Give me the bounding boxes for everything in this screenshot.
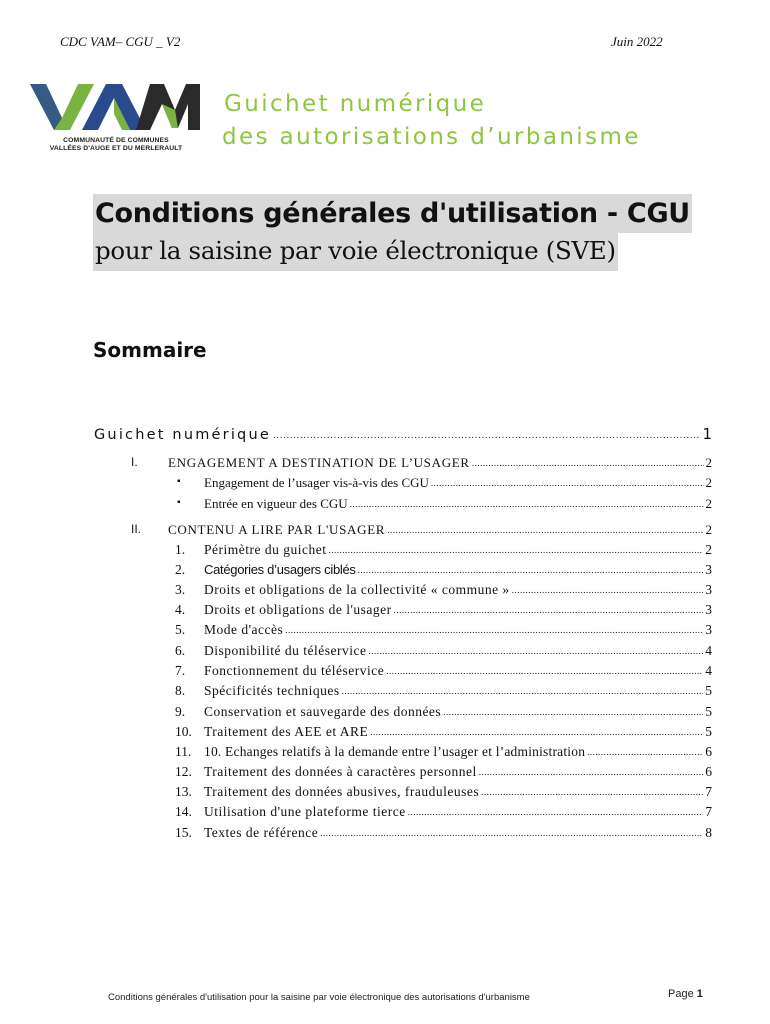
vam-logo — [30, 82, 202, 156]
toc-item-number: 13. — [175, 784, 192, 799]
toc-leader — [408, 803, 704, 819]
toc-entry-label: Entrée en vigueur des CGU — [204, 496, 348, 511]
toc-item-number: 5. — [175, 622, 186, 637]
toc-section-number: II. — [131, 522, 142, 536]
toc-item[interactable] — [175, 542, 712, 558]
toc-entry-page: 5 — [705, 724, 712, 739]
toc-entry-label: Catégories d’usagers ciblés — [204, 562, 356, 577]
page-label: Page — [668, 988, 694, 1000]
toc-top-entry[interactable] — [94, 425, 712, 443]
toc-entry-label: Engagement de l’usager vis-à-vis des CGU — [204, 475, 429, 490]
toc-item[interactable] — [175, 562, 712, 578]
toc-entry-page: 3 — [705, 602, 712, 617]
toc-entry-label: Traitement des AEE et ARE — [204, 724, 369, 739]
bullet-icon: ▪ — [177, 497, 181, 508]
toc-item-number: 6. — [175, 643, 186, 658]
toc-entry-label: Spécificités techniques — [204, 683, 340, 698]
toc-entry-page: 8 — [705, 825, 712, 840]
toc-item-number: 14. — [175, 804, 192, 819]
toc-leader — [342, 682, 704, 698]
toc-leader — [512, 581, 704, 597]
toc-leader — [328, 541, 703, 557]
header-document-ref: CDC VAM– CGU _ V2 — [60, 34, 181, 49]
toc-leader — [320, 824, 703, 840]
toc-leader — [587, 743, 703, 759]
main-title: Conditions générales d'utilisation - CGU — [93, 194, 692, 233]
toc-leader — [443, 703, 703, 719]
toc-item[interactable] — [175, 804, 712, 820]
logo-line-1: COMMUNAUTÉ DE COMMUNES — [63, 137, 169, 144]
toc-leader — [386, 662, 703, 678]
toc-entry-label: 10. Echanges relatifs à la demande entre l’usager et l’administration — [204, 744, 586, 759]
toc-entry-page: 7 — [705, 784, 712, 799]
toc-entry-page: 2 — [705, 522, 712, 537]
toc-leader — [368, 642, 703, 658]
toc-item-number: 10. — [175, 724, 192, 739]
toc-item[interactable] — [175, 825, 712, 841]
toc-leader — [472, 454, 704, 470]
toc-entry-label: Traitement des données à caractères personnel — [204, 764, 477, 779]
toc-entry-label: Mode d'accès — [204, 622, 284, 637]
toc-item[interactable] — [175, 643, 712, 659]
toc-leader — [387, 521, 703, 537]
toc-item[interactable] — [175, 764, 712, 780]
toc-leader — [370, 723, 703, 739]
toc-entry-label: ENGAGEMENT A DESTINATION DE L’USAGER — [168, 455, 470, 470]
toc-item-number: 15. — [175, 825, 192, 840]
sommaire-heading: Sommaire — [93, 338, 207, 362]
toc-leader — [394, 601, 704, 617]
toc-entry-page: 6 — [705, 744, 712, 759]
footer-text: Conditions générales d'utilisation pour la saisine par voie électronique des autorisations d'urbanisme — [108, 992, 530, 1003]
toc-item[interactable] — [177, 475, 712, 491]
toc-item[interactable] — [175, 784, 712, 800]
toc-leader — [481, 783, 703, 799]
toc-item-number: 2. — [175, 562, 186, 577]
banner-line-2: des autorisations d’urbanisme — [222, 124, 641, 150]
toc-entry-page: 2 — [705, 542, 712, 557]
toc-entry-label: Droits et obligations de l'usager — [204, 602, 392, 617]
toc-item[interactable] — [175, 663, 712, 679]
toc-section-2[interactable] — [131, 522, 712, 538]
toc-item-number: 8. — [175, 683, 186, 698]
toc-item[interactable] — [177, 496, 712, 512]
toc-item[interactable] — [175, 582, 712, 598]
toc-item-number: 7. — [175, 663, 186, 678]
toc-leader — [285, 621, 703, 637]
toc-entry-page: 1 — [702, 425, 712, 443]
toc-leader — [479, 763, 703, 779]
toc-entry-page: 6 — [705, 764, 712, 779]
toc-section-number: I. — [131, 455, 138, 469]
toc-entry-page: 3 — [705, 562, 712, 577]
toc-entry-label: Conservation et sauvegarde des données — [204, 704, 442, 719]
toc-entry-label: Utilisation d'une plateforme tierce — [204, 804, 406, 819]
toc-item-number: 1. — [175, 542, 186, 557]
toc-entry-page: 4 — [705, 663, 712, 678]
toc-item[interactable] — [175, 704, 712, 720]
toc-item[interactable] — [175, 622, 712, 638]
toc-item-number: 4. — [175, 602, 186, 617]
title-block — [93, 194, 723, 271]
vam-logo-letters-icon — [30, 82, 202, 132]
toc-entry-page: 7 — [705, 804, 712, 819]
toc-item-number: 3. — [175, 582, 186, 597]
toc-entry-label: Traitement des données abusives, frauduleuses — [204, 784, 480, 799]
toc-entry-page: 2 — [705, 455, 712, 470]
toc-item-number: 12. — [175, 764, 192, 779]
toc-item-number: 9. — [175, 704, 186, 719]
toc-entry-page: 3 — [705, 622, 712, 637]
toc-entry-label: CONTENU A LIRE PAR L'USAGER — [168, 522, 386, 537]
page-number-value: 1 — [696, 988, 703, 1000]
toc-item[interactable] — [175, 602, 712, 618]
sub-title: pour la saisine par voie électronique (SVE) — [93, 233, 618, 271]
toc-entry-label: Droits et obligations de la collectivité « commune » — [204, 582, 510, 597]
toc-entry-label: Périmètre du guichet — [204, 542, 327, 557]
toc-entry-page: 2 — [705, 496, 712, 511]
bullet-icon: ▪ — [177, 476, 181, 487]
toc-entry-page: 4 — [705, 643, 712, 658]
toc-entry-label: Guichet numérique — [94, 427, 271, 443]
toc-item[interactable] — [175, 683, 712, 699]
header-date: Juin 2022 — [611, 34, 663, 49]
toc-item[interactable] — [175, 744, 712, 760]
toc-entry-label: Fonctionnement du téléservice — [204, 663, 385, 678]
toc-entry-page: 3 — [705, 582, 712, 597]
logo-line-2: VALLÉES D'AUGE ET DU MERLERAULT — [49, 145, 183, 152]
toc-entry-label: Disponibilité du téléservice — [204, 643, 367, 658]
toc-leader — [358, 561, 704, 577]
toc-leader — [431, 474, 704, 490]
toc-section-1[interactable] — [131, 455, 712, 471]
toc-entry-page: 5 — [705, 704, 712, 719]
toc-leader — [350, 495, 704, 511]
banner-line-1: Guichet numérique — [224, 91, 487, 117]
toc-item[interactable] — [175, 724, 712, 740]
page-number — [668, 988, 703, 1000]
toc-entry-page: 2 — [705, 475, 712, 490]
toc-leader — [273, 426, 700, 442]
toc-item-number: 11. — [175, 744, 192, 759]
toc-entry-label: Textes de référence — [204, 825, 319, 840]
toc-entry-page: 5 — [705, 683, 712, 698]
